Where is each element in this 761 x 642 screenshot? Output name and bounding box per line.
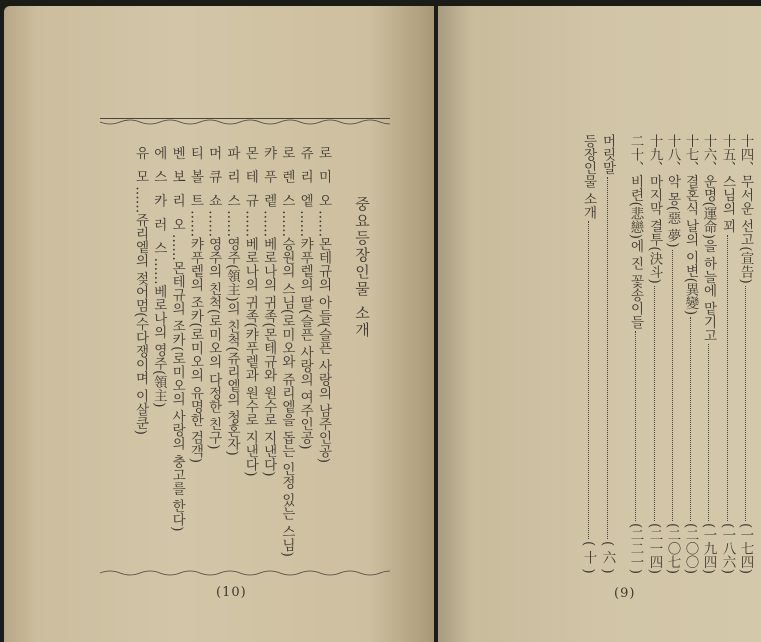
dot-leader <box>607 177 608 540</box>
character-name: 쥬 리 엩 <box>297 146 314 211</box>
character-entry <box>170 146 184 532</box>
character-description: 승원의 스님(로미오와 쥬리엩을 돕는 인정 있는 스님) <box>278 237 295 557</box>
toc-page-number: (一八六) <box>719 522 736 574</box>
toc-entry <box>683 134 697 574</box>
character-name: 로 렌 스 <box>278 146 295 211</box>
toc-entry <box>581 134 595 574</box>
character-name: 머 큐 쇼 <box>205 146 222 211</box>
toc-title: 二十、비련(悲戀)에 진 꽃송이들 <box>627 134 644 329</box>
toc-page-number: (一九四) <box>700 522 717 574</box>
dot-leader: …… <box>260 210 277 238</box>
toc-page-number: (二二一) <box>627 522 644 574</box>
dot-leader: …… <box>315 210 332 238</box>
character-name: 로 미 오 <box>315 146 332 211</box>
toc-title: 十九、마지막 결투(決斗) <box>646 134 663 284</box>
dot-leader <box>672 250 673 521</box>
character-name: 유 모 <box>132 146 149 187</box>
character-description: 몬테규의 아들(슬픈 사랑의 남주인공) <box>315 237 332 464</box>
dot-leader: …… <box>132 186 149 214</box>
dot-leader: …… <box>187 210 204 238</box>
character-name: 몬 테 규 <box>242 146 259 211</box>
toc-title: 등장인물 소개 <box>580 134 597 220</box>
character-description: 베로나의 영주(領主) <box>150 284 167 408</box>
toc-entry <box>600 134 614 574</box>
character-name: 파 리 스 <box>224 146 240 211</box>
character-name: 캬 푸 렡 <box>260 146 277 211</box>
character-entry <box>206 146 220 450</box>
dot-leader <box>708 344 709 521</box>
dot-leader: …… <box>242 210 259 238</box>
character-description: 베로나의 귀족(캬푸렡과 원수로 지낸다) <box>242 237 259 477</box>
dot-leader: …… <box>297 210 314 238</box>
character-entry <box>298 146 312 450</box>
dot-leader: …… <box>278 210 295 238</box>
toc-page-number: (二一四) <box>646 522 663 574</box>
dot-leader: …… <box>150 257 167 285</box>
bottom-wave-ornament <box>100 569 390 577</box>
toc-entry <box>701 134 715 574</box>
dot-leader: …… <box>205 210 222 238</box>
character-entry <box>261 146 275 477</box>
character-description: 영주(領主)의 친척(쥬리엩의 청혼자) <box>224 237 240 456</box>
character-entry <box>188 146 202 463</box>
toc-entry <box>647 134 661 574</box>
dot-leader: …… <box>224 210 240 238</box>
toc-page-number: (一七四) <box>737 522 754 574</box>
character-name: 티 볼 트 <box>187 146 204 211</box>
character-description: 캬푸렡의 딸(슬픈 사랑의 여주인공) <box>297 237 314 450</box>
character-entry <box>279 146 293 557</box>
character-description: 몬테규의 조카(로미오의 사랑의 충고를 한다) <box>169 260 186 532</box>
character-heading: 중요등장인물 소개 <box>353 196 371 339</box>
toc-entry <box>720 134 734 574</box>
left-page-number: (10) <box>216 585 247 600</box>
character-entry <box>316 146 330 463</box>
toc-title: 十五、스님의 꾀 <box>719 134 736 233</box>
character-description: 쥬리엩의 젖어멈(수다쟁이며 이살쿤) <box>132 213 149 435</box>
character-entry <box>151 146 165 408</box>
toc-title: 머릿말 <box>599 134 616 175</box>
left-page <box>4 6 434 642</box>
dot-leader <box>690 317 691 521</box>
right-page-number: (9) <box>614 586 636 601</box>
toc-title: 十六、운명(運命)을 하늘에 맡기고 <box>700 134 717 343</box>
dot-leader: …… <box>169 233 186 261</box>
toc-page-number: ( 十 ) <box>580 541 597 574</box>
toc-title: 十四、무서운 선고(宣告) <box>737 134 754 284</box>
right-page <box>438 6 761 642</box>
dot-leader <box>654 286 655 521</box>
dot-leader <box>635 331 636 521</box>
dot-leader <box>727 235 728 521</box>
top-wave-ornament <box>100 119 390 127</box>
character-description: 영주의 친척(로미오의 다정한 친구) <box>205 237 222 450</box>
dot-leader <box>745 286 746 521</box>
toc-page-number: (二〇〇) <box>682 522 699 574</box>
toc-title: 十八、악 몽(惡 夢) <box>664 134 681 248</box>
character-entry <box>133 146 147 435</box>
dot-leader <box>588 221 589 539</box>
toc-entry <box>665 134 679 574</box>
toc-page-number: ( 六 ) <box>599 541 616 574</box>
toc-entry <box>738 134 752 574</box>
character-name: 에 스 카 러 스 <box>150 146 167 258</box>
toc-page-number: (二〇七) <box>664 522 681 574</box>
character-description: 베로나의 귀족(몬테규와 원수로 지낸다) <box>260 237 277 477</box>
character-description: 캬푸렡의 조카(로미오의 유명한 검객) <box>187 237 204 464</box>
toc-entry <box>628 134 642 574</box>
character-entry <box>243 146 257 477</box>
character-name: 벤 보 리 오 <box>169 146 186 234</box>
character-entry <box>225 146 239 456</box>
toc-title: 十七、결혼식 날의 이변(異變) <box>682 134 699 316</box>
